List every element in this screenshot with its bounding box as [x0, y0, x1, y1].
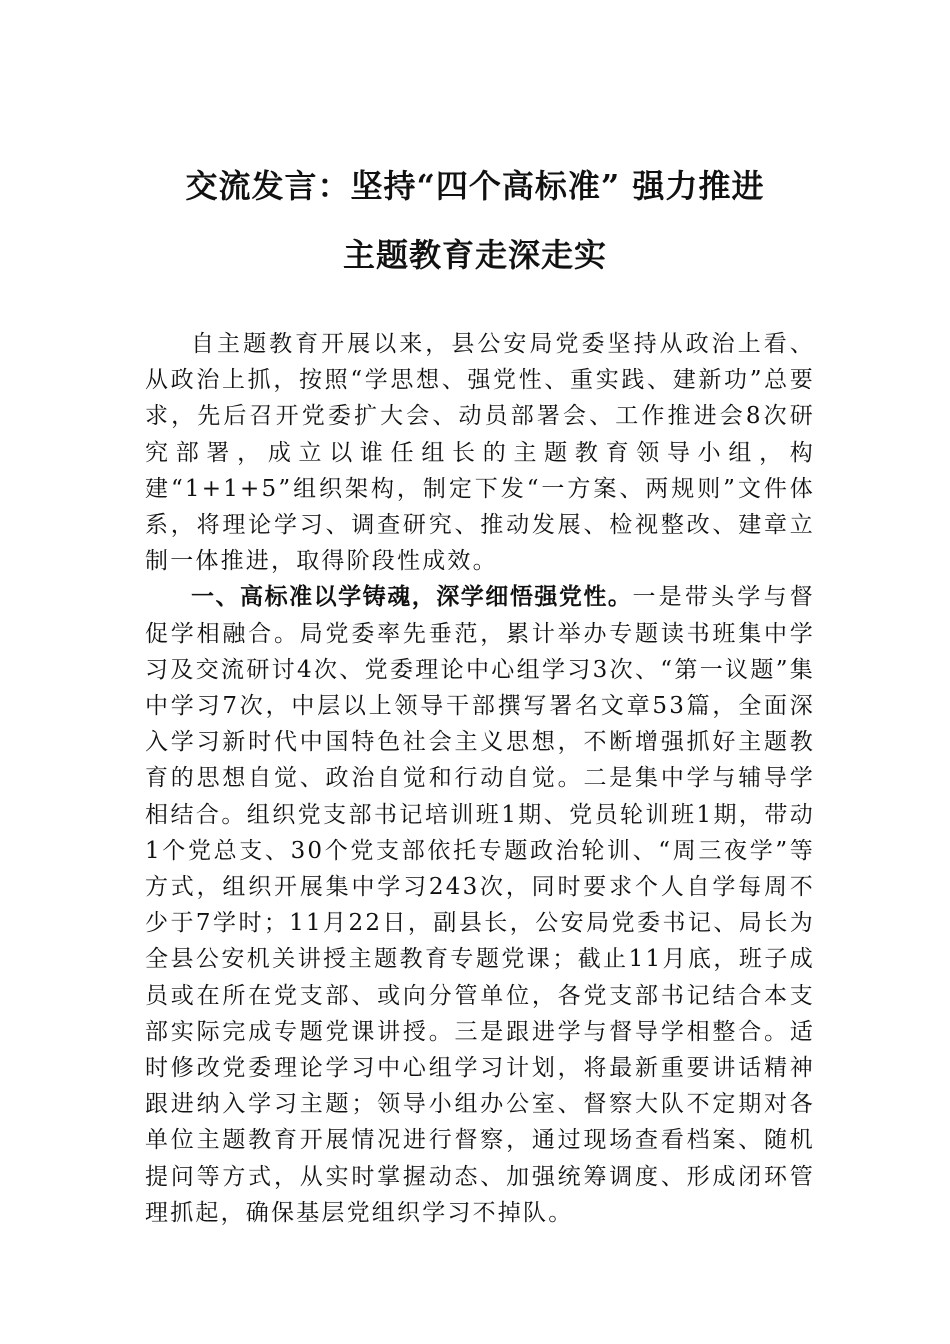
paragraph-text: 一是带头学与督促学相融合。局党委率先垂范，累计举办专题读书班集中学习及交流研讨4次、党委理论中心组学习3次、“第一议题”集中学习7次，中层以上领导干部撰写署名文章53篇，全面深入学习新时代中国特色社会主义思想，不断增强抓好主题教育的思想自觉、政治自觉和行动自觉。二是集中学与辅导学相结合。组织党支部书记培训班1期、党员轮训班1期，带动1个党总支、30个党支部依托专题政治轮训、“周三夜学”等方式，组织开展集中学习243次，同时要求个人自学每周不少于7学时；11月22日，副县长，公安局党委书记、局长为全县公安机关讲授主题教育专题党课；截止11月底，班子成员或在所在党支部、或向分管单位，各党支部书记结合本支部实际完成专题党课讲授。三是跟进学与督导学相整合。适时修改党委理论学习中心组学习计划，将最新重要讲话精神跟进纳入学习主题；领导小组办公室、督察大队不定期对各单位主题教育开展情况进行督察，通过现场查看档案、随机提问等方式，从实时掌握动态、加强统筹调度、形成闭环管理抓起，确保基层党组织学习不掉队。 [145, 584, 816, 1226]
section-heading: 一、高标准以学铸魂，深学细悟强党性。 [191, 584, 633, 611]
paragraph-intro [145, 326, 815, 579]
document-title-line-2: 主题教育走深走实 [342, 236, 607, 274]
document-body [145, 326, 815, 1231]
paragraph-section-1 [145, 579, 815, 1231]
paragraph-text: 自主题教育开展以来，县公安局党委坚持从政治上看、从政治上抓，按照“学思想、强党性、重实践、建新功”总要求，先后召开党委扩大会、动员部署会、工作推进会8次研究部署，成立以谁任组长的主题教育领导小组，构建“1+1+5”组织架构，制定下发“一方案、两规则”文件体系，将理论学习、调查研究、推动发展、检视整改、建章立制一体推进，取得阶段性成效。 [145, 331, 815, 575]
document-title-line-1: 交流发言：坚持“四个高标准” 强力推进 [185, 167, 765, 205]
